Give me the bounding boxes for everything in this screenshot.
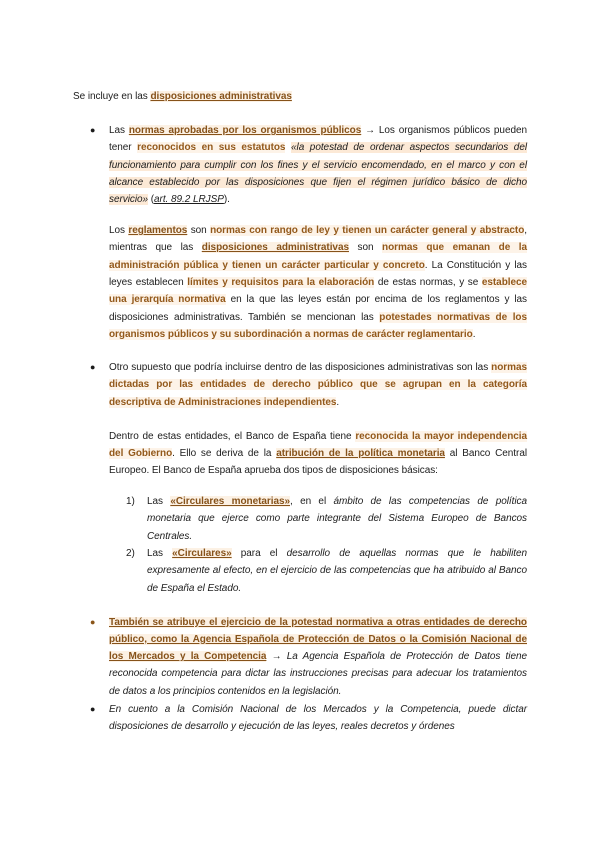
link-text: «Circulares monetarias»: [170, 496, 290, 508]
text-segment: al Banco Central Europeo. El Banco de España aprueba dos tipos de disposiciones básicas:: [109, 447, 527, 477]
text-segment: (: [148, 194, 155, 206]
emphasis-text: normas dictadas por las entidades de derecho público que se agrupan en la categoría descriptiva de Administraciones independientes: [109, 361, 527, 408]
bullet-marker: ●: [90, 361, 96, 372]
bullet-marker: ●: [90, 124, 96, 135]
text-segment: Las: [109, 124, 129, 136]
text-segment: , en el: [289, 496, 334, 508]
link-text: reglamentos: [128, 225, 188, 237]
italic-text: En cuento a la Comisión Nacional de los Mercados y la Competencia, puede dictar disposiciones de desarrollo y ejecución de las leyes, reales decretos y órdenes: [109, 703, 527, 733]
italic-text: La Agencia Española de Protección de Datos tiene reconocida competencia para dictar las instrucciones precisas para adecuar los tratamientos de datos a los principios contenidos en la legislación.: [109, 651, 527, 697]
emphasis-text: normas con rango de ley y tienen un carácter general y abstracto: [210, 225, 525, 237]
intro-line: [73, 88, 527, 105]
emphasis-text: límites y requisitos para la elaboración: [187, 277, 375, 289]
text-segment: Dentro de estas entidades, el Banco de España tiene: [109, 430, 356, 442]
text-segment: son: [348, 242, 383, 254]
intro-text: Se incluye en las: [73, 91, 151, 102]
list-number: 1): [126, 496, 135, 508]
bullet-item-organismos: [90, 122, 527, 208]
text-segment: son: [187, 225, 211, 237]
paragraph-banco-espana: [109, 428, 527, 480]
text-segment: → Los organismos públicos pueden tener: [109, 124, 527, 154]
numbered-item-2: [126, 545, 527, 597]
link-text: atribución de la política monetaria: [276, 447, 445, 459]
text-segment: de estas normas, y se: [374, 277, 482, 289]
text-segment: Los: [109, 225, 129, 237]
italic-text: ámbito de las competencias de política monetaria que ejerce como parte integrante del Sistema Europeo de Bancos Centrales.: [147, 496, 528, 542]
emphasis-text: reconocida la mayor independencia del Gobierno: [109, 430, 527, 459]
emphasis-text: reconocidos en sus estatutos: [137, 142, 286, 154]
link-text: disposiciones administrativas: [201, 242, 349, 254]
citation-text: art. 89.2 LRJSP: [154, 194, 224, 206]
text-segment: para el: [231, 547, 287, 559]
link-text: «Circulares»: [172, 547, 232, 559]
text-segment: Otro supuesto que podría incluirse dentro de las disposiciones administrativas son las: [109, 361, 492, 373]
intro-link-text: disposiciones administrativas: [150, 91, 292, 102]
bullet-item-administraciones: [90, 359, 527, 411]
emphasis-text: establece una jerarquía normativa: [109, 277, 528, 306]
bullet-marker: ●: [90, 616, 96, 627]
link-text: También se atribuye el ejercicio de la potestad normativa a otras entidades de derecho público, como la Agencia Española de Protección de Datos o la Comisión Nacional de los Mercados y la Competencia: [109, 616, 527, 663]
emphasis-text: normas que emanan de la administración pública y tienen un carácter particular y concreto: [109, 242, 527, 271]
text-segment: Las: [147, 547, 173, 559]
link-text: normas aprobadas por los organismos públicos: [128, 124, 362, 136]
numbered-item-1: [126, 493, 528, 545]
text-segment: . Ello se deriva de la: [172, 447, 277, 459]
quoted-highlight-text: «la potestad de ordenar aspectos secundarios del funcionamiento para cumplir con los fines y el servicio encomendado, en el marco y con el alcance establecido por las disposiciones que fijen el régimen jurídico básico de dicho servicio»: [109, 142, 527, 206]
text-segment: . La Constitución y las leyes establecen: [109, 259, 527, 289]
text-segment: .: [336, 396, 340, 408]
text-segment: , mientras que las: [109, 225, 527, 254]
paragraph-reglamentos: [109, 222, 527, 343]
text-segment: en la que las leyes están por encima de los reglamentos y las disposiciones administrativas. También se mencionan las: [109, 294, 527, 323]
text-segment: →: [266, 651, 287, 663]
emphasis-text: potestades normativas de los organismos públicos y su subordinación a normas de carácter reglamentario: [109, 311, 527, 340]
text-segment: ).: [223, 194, 230, 206]
list-number: 2): [126, 547, 135, 559]
bullet-item-cnmc: [90, 701, 527, 736]
text-segment: .: [472, 328, 476, 340]
document-body: [0, 88, 600, 735]
bullet-item-agencias: [90, 614, 527, 700]
bullet-marker: ●: [90, 703, 96, 714]
text-segment: Las: [147, 496, 171, 508]
italic-text: desarrollo de aquellas normas que le habiliten expresamente al efecto, en el ejercicio de las competencias que ha atribuido al Banco de España el Estado.: [147, 547, 527, 594]
